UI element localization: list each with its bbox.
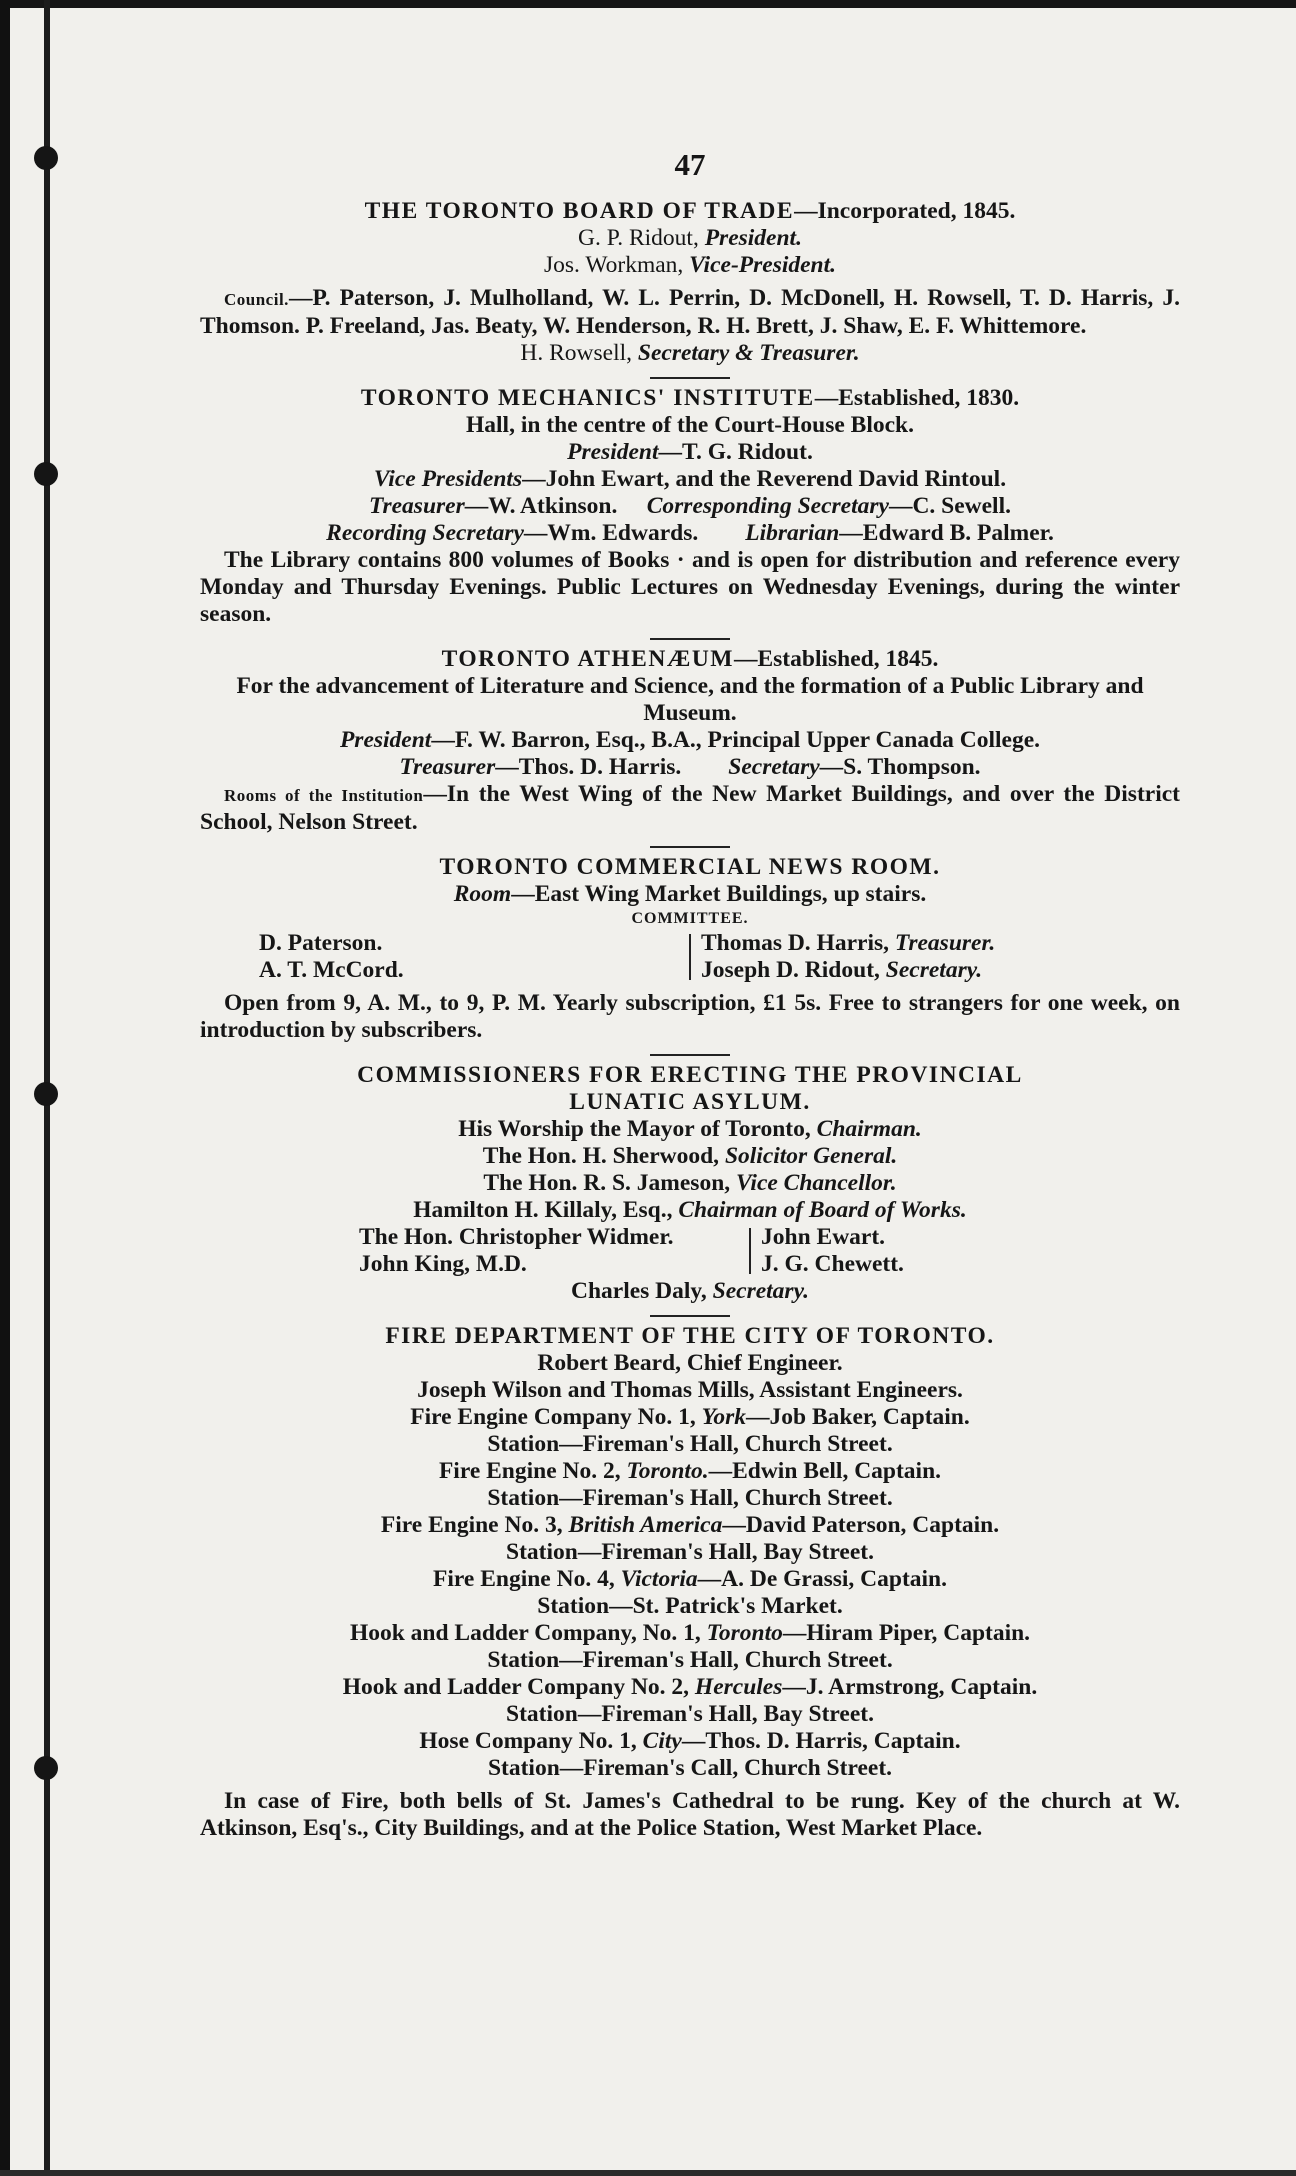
fire-company-name: British America: [568, 1512, 723, 1538]
fire-company-captain: —Hiram Piper, Captain.: [782, 1620, 1031, 1646]
asylum-member-name: The Hon. H. Sherwood,: [482, 1143, 720, 1169]
news-room-member: D. Paterson.: [259, 930, 383, 956]
fire-company-captain: —Edwin Bell, Captain.: [708, 1458, 942, 1484]
fire-station: Station—Fireman's Hall, Church Street.: [487, 1485, 893, 1511]
athenaeum-president-name: —F. W. Barron, Esq., B.A., Principal Upper Canada College.: [431, 727, 1041, 753]
news-room-section: [200, 854, 1180, 1044]
binding-hole: [34, 1082, 58, 1106]
fire-company-captain: —Thos. D. Harris, Captain.: [681, 1728, 961, 1754]
news-room-open-text: Open from 9, A. M., to 9, P. M. Yearly subscription, £1 5s. Free to strangers for one week, on introduction by subscribers.: [200, 990, 1180, 1043]
asylum-member-role: Vice Chancellor.: [736, 1170, 897, 1196]
fire-company: Fire Engine No. 3,: [380, 1512, 563, 1538]
scan-top-edge: [0, 0, 1296, 8]
asylum-member-role: Solicitor General.: [724, 1143, 898, 1169]
board-president-name: G. P. Ridout,: [578, 225, 699, 251]
mechanics-librarian-role: Librarian: [745, 520, 840, 546]
asylum-commissioner: John King, M.D.: [359, 1251, 527, 1277]
fire-chief: Robert Beard, Chief Engineer.: [537, 1350, 843, 1376]
news-room-committee: [200, 930, 1180, 984]
section-divider: [650, 846, 730, 848]
mechanics-established: —Established, 1830.: [814, 385, 1020, 411]
mechanics-hall: Hall, in the centre of the Court-House Block.: [466, 412, 914, 438]
mechanics-heading: TORONTO MECHANICS' INSTITUTE: [360, 385, 815, 411]
mechanics-vice-name: —John Ewart, and the Reverend David Rintoul.: [522, 466, 1007, 492]
board-of-trade-incorporated: —Incorporated, 1845.: [794, 198, 1016, 224]
fire-assistants: Joseph Wilson and Thomas Mills, Assistant Engineers.: [417, 1377, 963, 1403]
news-room-member-role: Treasurer.: [894, 930, 996, 956]
board-council-text: —P. Paterson, J. Mulholland, W. L. Perrin, D. McDonell, H. Rowsell, T. D. Harris, J. Thomson. P. Freeland, Jas. Beaty, W. Henderson, R. H. Brett, J. Shaw, E. F. Whittemore.: [200, 285, 1180, 339]
asylum-member-name: Hamilton H. Killaly, Esq.,: [413, 1197, 673, 1223]
mechanics-library-text: The Library contains 800 volumes of Books · and is open for distribution and reference every Monday and Thursday Evenings. Public Lectures on Wednesday Evenings, during the winter season.: [200, 547, 1180, 627]
section-divider: [650, 1054, 730, 1056]
athenaeum-established: —Established, 1845.: [733, 646, 939, 672]
asylum-member-name: The Hon. R. S. Jameson,: [483, 1170, 731, 1196]
mechanics-corr-role: Corresponding Secretary: [646, 493, 889, 519]
news-room-member: Thomas D. Harris,: [701, 930, 889, 956]
fire-station: Station—Fireman's Hall, Bay Street.: [506, 1701, 874, 1727]
mechanics-institute-section: [200, 385, 1180, 628]
fire-closing-note: In case of Fire, both bells of St. James's Cathedral to be rung. Key of the church at W. Atkinson, Esq's., City Buildings, and at the Police Station, West Market Place.: [200, 1788, 1180, 1841]
fire-station: Station—Fireman's Hall, Bay Street.: [506, 1539, 874, 1565]
asylum-commissioner: John Ewart.: [761, 1224, 886, 1250]
mechanics-treasurer-role: Treasurer: [369, 493, 465, 519]
mechanics-vice-role: Vice Presidents: [373, 466, 523, 492]
news-room-member: A. T. McCord.: [259, 957, 404, 983]
asylum-member-role: Chairman of Board of Works.: [678, 1197, 967, 1223]
fire-company-captain: —David Paterson, Captain.: [722, 1512, 1000, 1538]
athenaeum-section: [200, 646, 1180, 836]
document-page: [200, 148, 1180, 1842]
binding-hole: [34, 462, 58, 486]
binding-hole: [34, 146, 58, 170]
section-divider: [650, 638, 730, 640]
board-of-trade-heading: THE TORONTO BOARD OF TRADE: [364, 198, 795, 224]
athenaeum-president-role: President: [339, 727, 432, 753]
fire-station: Station—Fireman's Hall, Church Street.: [487, 1431, 893, 1457]
section-divider: [650, 1315, 730, 1317]
news-room-member: Joseph D. Ridout,: [701, 957, 880, 983]
asylum-heading-2: LUNATIC ASYLUM.: [569, 1089, 811, 1115]
news-room-heading: TORONTO COMMERCIAL NEWS ROOM.: [439, 854, 941, 880]
fire-department-section: [200, 1323, 1180, 1842]
athenaeum-purpose: For the advancement of Literature and Science, and the formation of a Public Library and Museum.: [236, 673, 1144, 726]
fire-company-name: City: [642, 1728, 682, 1754]
board-secretary-role: Secretary & Treasurer.: [637, 340, 860, 366]
fire-company: Hose Company No. 1,: [419, 1728, 637, 1754]
athenaeum-treasurer-name: —Thos. D. Harris.: [495, 754, 682, 780]
mechanics-rec-name: —Wm. Edwards.: [523, 520, 699, 546]
fire-company-name: York: [701, 1404, 747, 1430]
athenaeum-rooms-label: Rooms of the Institution: [224, 786, 424, 805]
scan-left-edge: [0, 0, 10, 2176]
athenaeum-secretary-role: Secretary: [728, 754, 820, 780]
fire-station: Station—St. Patrick's Market.: [537, 1593, 843, 1619]
asylum-commissioner: The Hon. Christopher Widmer.: [359, 1224, 674, 1250]
board-vice-role: Vice-President.: [689, 252, 837, 278]
asylum-commissioners: [200, 1224, 1180, 1278]
asylum-member-name: His Worship the Mayor of Toronto,: [458, 1116, 811, 1142]
fire-company-name: Hercules: [694, 1674, 783, 1700]
fire-station: Station—Fireman's Call, Church Street.: [487, 1755, 893, 1781]
asylum-heading-1: COMMISSIONERS FOR ERECTING THE PROVINCIAL: [357, 1062, 1023, 1088]
asylum-section: [200, 1062, 1180, 1305]
fire-station: Station—Fireman's Hall, Church Street.: [487, 1647, 893, 1673]
fire-company: Fire Engine Company No. 1,: [410, 1404, 696, 1430]
fire-company-name: Toronto: [706, 1620, 783, 1646]
fire-heading: FIRE DEPARTMENT OF THE CITY OF TORONTO.: [385, 1323, 995, 1349]
fire-company-captain: —A. De Grassi, Captain.: [697, 1566, 947, 1592]
mechanics-rec-role: Recording Secretary: [326, 520, 524, 546]
athenaeum-treasurer-role: Treasurer: [399, 754, 496, 780]
board-secretary-name: H. Rowsell,: [520, 340, 633, 366]
asylum-member-role: Chairman.: [816, 1116, 922, 1142]
asylum-secretary-role: Secretary.: [712, 1278, 810, 1304]
athenaeum-heading: TORONTO ATHENÆUM: [441, 646, 734, 672]
fire-company: Fire Engine No. 2,: [438, 1458, 621, 1484]
mechanics-corr-name: —C. Sewell.: [888, 493, 1011, 519]
news-room-room-role: Room: [453, 881, 512, 907]
board-of-trade-section: [200, 198, 1180, 367]
news-room-room-text: —East Wing Market Buildings, up stairs.: [511, 881, 927, 907]
board-council-label: Council.: [224, 290, 289, 309]
board-vice-name: Jos. Workman,: [543, 252, 684, 278]
fire-company: Fire Engine No. 4,: [433, 1566, 615, 1592]
mechanics-librarian-name: —Edward B. Palmer.: [839, 520, 1054, 546]
scan-bottom-edge: [0, 2170, 1296, 2176]
fire-company-name: Toronto.: [626, 1458, 709, 1484]
athenaeum-rooms-text: —In the West Wing of the New Market Buildings, and over the District School, Nelson Street.: [200, 781, 1180, 835]
board-president-role: President.: [704, 225, 802, 251]
mechanics-president-name: —T. G. Ridout.: [658, 439, 813, 465]
binding-hole: [34, 1756, 58, 1780]
news-room-committee-label: COMMITTEE.: [631, 910, 749, 927]
fire-company-captain: —Job Baker, Captain.: [746, 1404, 970, 1430]
athenaeum-secretary-name: —S. Thompson.: [819, 754, 981, 780]
fire-company: Hook and Ladder Company, No. 1,: [349, 1620, 701, 1646]
page-number: 47: [674, 147, 706, 182]
mechanics-treasurer-name: —W. Atkinson.: [464, 493, 618, 519]
section-divider: [650, 377, 730, 379]
asylum-secretary-name: Charles Daly,: [570, 1278, 707, 1304]
fire-company-captain: —J. Armstrong, Captain.: [782, 1674, 1038, 1700]
asylum-commissioner: J. G. Chewett.: [761, 1251, 904, 1277]
news-room-member-role: Secretary.: [885, 957, 983, 983]
mechanics-president-role: President: [567, 439, 659, 465]
fire-company: Hook and Ladder Company No. 2,: [342, 1674, 690, 1700]
fire-company-name: Victoria: [620, 1566, 698, 1592]
